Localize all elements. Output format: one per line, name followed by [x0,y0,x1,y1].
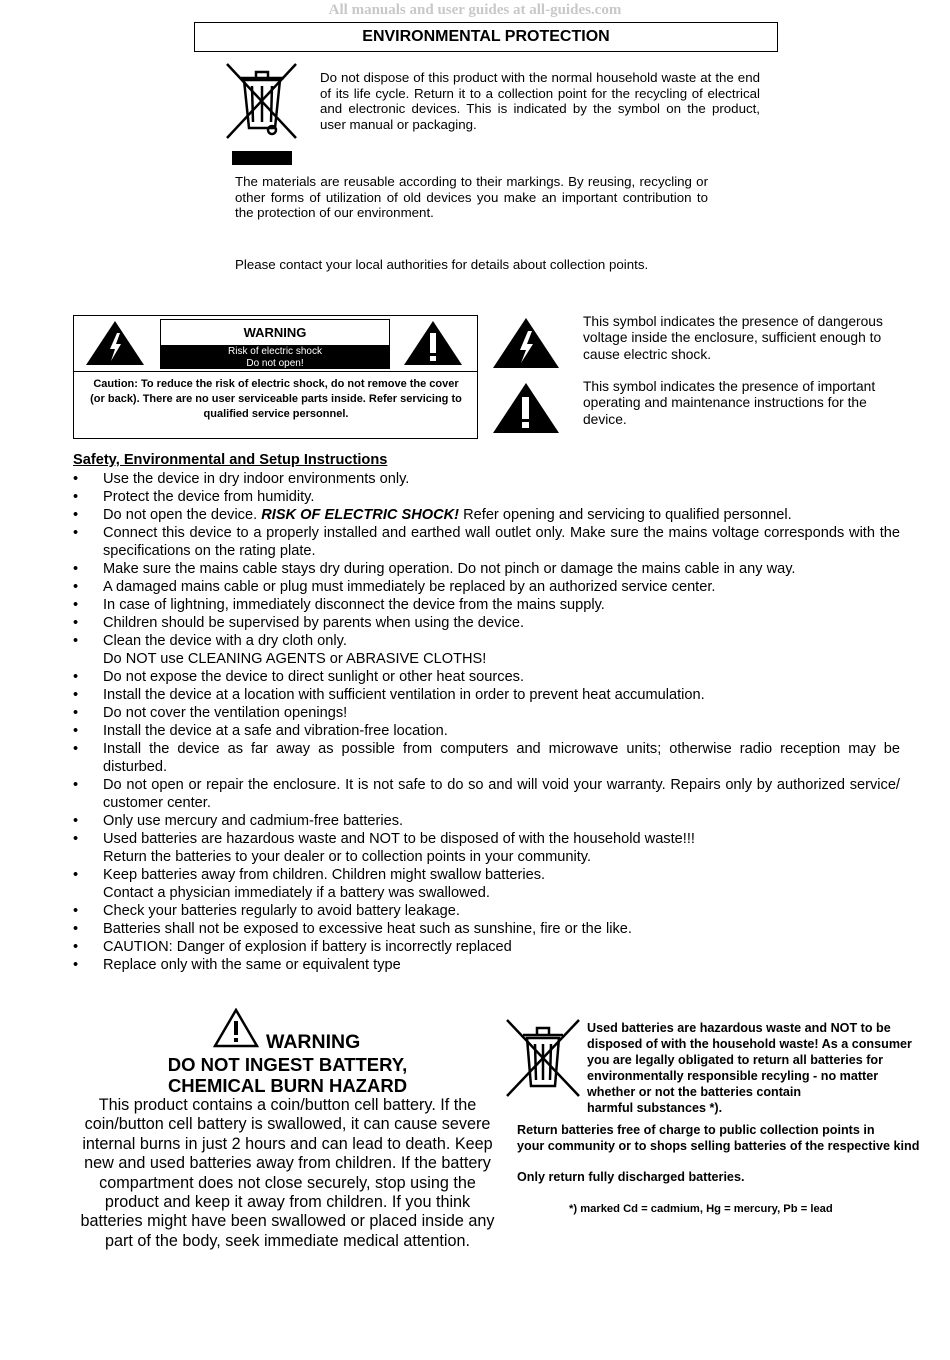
battery-discharged-text: Only return fully discharged batteries. [517,1170,745,1184]
list-item: • Install the device as far away as possible from computers and microwave units; otherwise radio reception may be disturbed. [73,740,900,776]
battery-warning-subtitle-1: DO NOT INGEST BATTERY, [167,1054,408,1075]
env-paragraph-2: The materials are reusable according to their markings. By reusing, recycling or other forms of utilization of old devices you make an important contribution to the protection of our environment. [235,174,708,221]
battery-footnote: *) marked Cd = cadmium, Hg = mercury, Pb = lead [569,1203,833,1215]
list-item: • Do not expose the device to direct sunlight or other heat sources. [73,668,900,686]
list-item: • Children should be supervised by parents when using the device. [73,614,900,632]
list-item: • Use the device in dry indoor environments only. [73,470,900,488]
warning-label-black-band [161,346,389,369]
list-item: • Connect this device to a properly installed and earthed wall outlet only. Make sure the mains voltage corresponds with the specifications on the rating plate. [73,524,900,560]
list-item: • Install the device at a location with sufficient ventilation in order to prevent heat accumulation. [73,686,900,704]
list-item: • Make sure the mains cable stays dry during operation. Do not pinch or damage the mains cable in any way. [73,560,900,578]
watermark: All manuals and user guides at all-guides.com [328,2,622,18]
list-item: • Install the device at a safe and vibration-free location. [73,722,900,740]
list-item: • Keep batteries away from children. Children might swallow batteries. Contact a physician immediately if a battery was swallowed. [73,866,900,902]
list-item: • A damaged mains cable or plug must immediately be replaced by an authorized service center. [73,578,900,596]
exclamation-triangle-icon [402,319,464,367]
weee-bin-icon [222,58,302,166]
battery-warning-body: This product contains a coin/button cell battery. If the coin/button cell battery is swallowed, it can cause severe internal burns in just 2 hours and can lead to death. Keep new and used batteries away from children. If the battery compartment does not close securely, stop using the product and keep it away from children. If you think batteries might have been swallowed or placed inside any part of the body, seek immediate medical attention. [80,1096,495,1250]
warning-label-title: WARNING [161,320,389,346]
list-item: • Replace only with the same or equivalent type [73,956,900,974]
list-item: • Only use mercury and cadmium-free batteries. [73,812,900,830]
crossed-battery-bin-icon [503,1016,583,1100]
list-item: • Do not open or repair the enclosure. It is not safe to do so and will void your warranty. Repairs only by authorized service/ customer center. [73,776,900,812]
list-item: • Batteries shall not be exposed to excessive heat such as sunshine, fire or the like. [73,920,900,938]
battery-return-text: Return batteries free of charge to public collection points in your community or to shops selling batteries of the respective kind [517,1123,920,1153]
electric-shock-triangle-icon [84,319,146,367]
list-item: • In case of lightning, immediately disconnect the device from the mains supply. [73,596,900,614]
warning-box-divider [73,371,478,372]
list-item: • CAUTION: Danger of explosion if battery is incorrectly replaced [73,938,900,956]
list-item: • Protect the device from humidity. [73,488,900,506]
caution-text: Caution: To reduce the risk of electric shock, do not remove the cover (or back). There are no user serviceable parts inside. Refer servicing to qualified service personnel. [90,378,462,421]
warning-label [160,319,390,369]
env-paragraph-1: Do not dispose of this product with the normal household waste at the end of its life cycle. Return it to a collection point for the recycling of electrical and electronic devices. This is indicated by the symbol on the product, user manual or packaging. [320,70,760,132]
shock-symbol-description: This symbol indicates the presence of dangerous voltage inside the enclosure, sufficient enough to cause electric shock. [583,314,883,362]
warning-triangle-icon [213,1008,259,1048]
safety-section-title: Safety, Environmental and Setup Instructions [73,452,388,468]
important-instructions-symbol-icon [491,381,561,435]
important-symbol-description: This symbol indicates the presence of important operating and maintenance instructions for the device. [583,379,876,427]
env-paragraph-3: Please contact your local authorities for details about collection points. [235,257,649,272]
warning-label-line-1: Risk of electric shock [228,346,322,357]
section-title-environmental: ENVIRONMENTAL PROTECTION [194,22,778,52]
battery-warning-subtitle-2: CHEMICAL BURN HAZARD [167,1075,408,1096]
list-item: • Clean the device with a dry cloth only. Do NOT use CLEANING AGENTS or ABRASIVE CLOTHS! [73,632,900,668]
warning-label-line-2: Do not open! [246,357,304,369]
list-item: • Do not cover the ventilation openings! [73,704,900,722]
electric-shock-symbol-icon [491,316,561,370]
risk-emphasis: RISK OF ELECTRIC SHOCK! [261,507,460,523]
list-item: • Used batteries are hazardous waste and NOT to be disposed of with the household waste!!! Return the batteries to your dealer or to collection points in your community. [73,830,900,866]
list-item: • Check your batteries regularly to avoid battery leakage. [73,902,900,920]
battery-disposal-text: Used batteries are hazardous waste and NOT to be disposed of with the household waste! As a consumer you are legally obligated to return all batteries for environmentally responsible recyling - no matter whether or not the batteries contain harmful substances *). [587,1021,912,1115]
safety-list [73,470,900,974]
list-item: • Do not open the device. RISK OF ELECTRIC SHOCK! Refer opening and servicing to qualified personnel. [73,506,900,524]
battery-warning-title: WARNING [266,1031,361,1053]
